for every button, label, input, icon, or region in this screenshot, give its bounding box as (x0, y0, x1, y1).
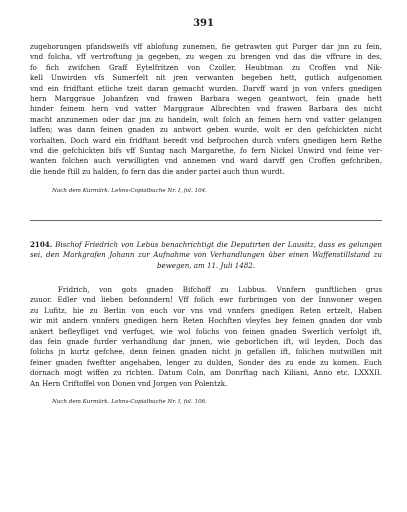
text-line: wir mit andern vnnfers gnedigen hern Reten Hochften vleyfes bey feinen gnaden dor vmb (30, 316, 382, 326)
text-line: macht anzunemen oder dar jnn zu handeln, wolt folch an feinen hern vnd vatter gelangen (30, 114, 382, 124)
text-line: fo fich zwifchen Graff Eytelfritzen von Czoller, Heubtman zu Croffen vnd Nik- (30, 62, 382, 72)
text-line: zuuor. Edler vnd lieben befonndern! Vff folich ewr furbringen von der Innwoner wegen (30, 295, 382, 305)
text-line: wanten folchen auch verwilligten vnd annemen vnd ward darvff gen Croffen gefchriben, (30, 156, 382, 166)
source-note: Nach dem Kurmärk. Lehns-Copialbuche Nr. I, fol. 106. (52, 399, 207, 405)
text-line: dornach mogt wiffen zu richten. Datum Coln, am Donrftag nach Kiliani, Anno etc. LXXXII. (30, 368, 382, 378)
letter-text (30, 285, 382, 389)
text-line: Fridrich, von gots gnaden Bifchoff zu Lubbus. Vnnfern gunftlichen grus (58, 285, 382, 294)
text-line: hinder feinem hern vnd vatter Marggraue Albrechten vnd frawen Barbara des nicht (30, 104, 382, 114)
text-line: vnd die gefchickten bifs vff Suntag nach Margarethe, fo fern Nickel Unwird vnd feine ver- (30, 146, 382, 156)
page-number: 391 (193, 18, 214, 29)
text-line: die hende ftill zu halden, fo fern das die ander partei auch thun wurdt. (30, 166, 285, 176)
section-divider (30, 220, 382, 221)
text-line: vorhalten. Doch ward ein fridftant beredt vnd befprochen durch vnfers gnedigen hern Rethe (30, 135, 382, 145)
heading-line: sei, den Markgrafen Johann zur Aufnahme von Verhandlungen über einen Waffenstillstand zu (30, 250, 382, 260)
heading-line: bewegen, am 11. Juli 1482. (156, 260, 256, 270)
document-number: 2104. (30, 240, 53, 249)
text-line: vnd ein fridftant etliche tzeit daran gemacht wurden. Darvff ward jn von vnfers gnedigen (30, 83, 382, 93)
text-line: zugehorungen pfandsweifs vff ablofung zunemen, fie getrawten gut Purger dar jnn zu fein, (30, 42, 382, 51)
text-line: feiner gnaden fweftter angehaben, lenger zu dulden, Sonder des zu ende zu komen. Euch (30, 357, 382, 367)
source-note: Nach dem Kurmärk. Lehns-Copialbuche Nr. I, fol. 104. (52, 188, 207, 194)
text-line: vnd folcha, vff vertroftung ja gegeben, zu wegen zu brengen vnd das die vffrure in des, (30, 52, 382, 62)
text-line: zu Lufitz, hie zu Berlin von euch vor vns vnd vnnfers gnedigen Reten ertzelt, Haben (30, 305, 382, 315)
heading-line: 2104. Bischof Friedrich von Lebus benachrichtigt die Deputirten der Lausitz, dass es gelungen (30, 240, 383, 249)
document-heading (30, 240, 382, 271)
text-line: das fein gnade furder verhandlung dar jnnen, wie geborlichen ift, wil leyden, Doch das (30, 337, 382, 347)
text-line: kell Unwirden vfs Sumerfelt nit jren verwanten begeben hett, gutlich aufgenomen (30, 73, 382, 83)
text-line: laffen; was dann feinen gnaden zu antwort geben wurde, wolt er den gefchickten nicht (30, 125, 382, 135)
text-line: folichs jn kurtz gefchee, denn feinen gnaden nicht jn gefallen ift, folichen mutwillen mit (30, 347, 382, 357)
text-line: ankert befleyfliget vnd verfuget, wie wol folichs von feinen gnaden Swerlich verfolgt ift, (30, 326, 382, 336)
text-line: hern Marggraue Johanfzen vnd frawen Barbara wegen geantwort, fein gnade hett (30, 94, 382, 104)
paragraph-continued (30, 42, 382, 177)
text-line: An Hern Criftoffel von Donen vnd Jorgen von Polentzk. (30, 378, 228, 388)
